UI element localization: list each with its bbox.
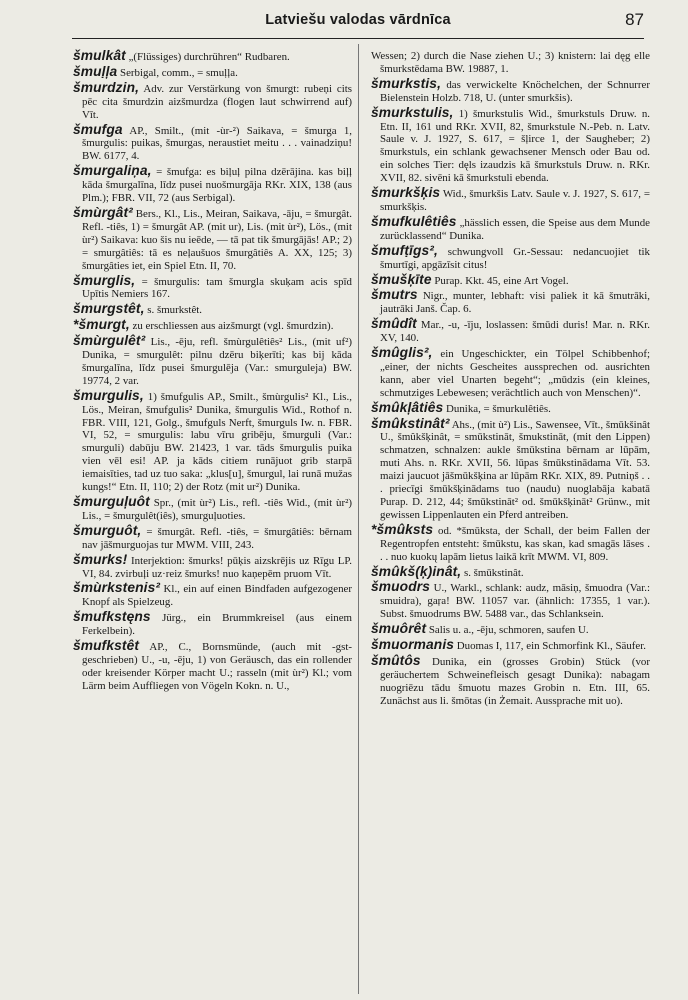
header-rule <box>72 38 644 39</box>
entry-headword: šmurgulis, <box>73 387 144 403</box>
entry-text: Duomas I, 117, ein Schmorfink Kl., Säufer. <box>454 640 647 653</box>
dictionary-entry <box>73 611 352 638</box>
entry-text: Adv. zur Verstärkung von šmurgt: rubeņi cits pēc cita šmurdzin aizšmurdza (flogen laut schwirrend auf) Vīt. <box>82 82 352 121</box>
dictionary-entry <box>371 289 650 316</box>
page-number: 87 <box>625 10 644 29</box>
dictionary-entry <box>73 387 352 494</box>
running-title: Latviešu valodas vārdnīca <box>265 12 451 28</box>
entry-text: Kl., ein auf einen Bindfaden aufgezogener Knopf als Spielzeug. <box>82 583 352 609</box>
dictionary-entry <box>371 581 650 621</box>
entry-headword: šmurdzin, <box>73 79 140 95</box>
entry-text: Salis u. a., -ēju, schmoren, saufen U. <box>426 624 589 637</box>
dictionary-entry <box>371 415 650 522</box>
entry-headword: šmušķīte <box>371 271 432 287</box>
entry-text: Nigr., munter, lebhaft: visi paliek it kā šmutrāki, jautrāki Janš. Čap. 6. <box>380 290 650 316</box>
dictionary-entry <box>371 318 650 345</box>
dictionary-entry <box>73 121 352 164</box>
entry-headword: šmûkš(ķ)inât, <box>371 563 462 579</box>
entry-text: Serbigal, comm., = smuḷļa. <box>117 66 238 79</box>
entry-headword: šmûdît <box>371 316 417 332</box>
dictionary-entry <box>73 582 352 609</box>
entry-text: schwungvoll Gr.-Sessau: nedancuojiet tik šmurtīgi, apgāzīsit citus! <box>380 245 650 271</box>
entry-text: = šmurgulis: tam šmurgla skuḳam acis spīd Upītis Nemiers 167. <box>82 275 352 301</box>
dictionary-entry <box>73 165 352 205</box>
entry-headword: šmufkstęns <box>73 609 151 625</box>
dictionary-entry <box>73 319 352 333</box>
dictionary-entry <box>371 50 650 76</box>
entry-text: „(Flüssiges) durchrühren“ Rudbaren. <box>125 51 290 63</box>
entry-text: s. šmūkstinât. <box>461 566 524 579</box>
entry-headword: šmufkulêtiês <box>371 213 457 229</box>
entry-headword: šmûkļâtiês <box>371 399 444 415</box>
entry-text: = šmurgât. Refl. -tiês, = šmurgâtiês: bērnam nav jāšmurguojas tur MWM. VIII, 243. <box>82 525 352 551</box>
entry-headword: *šmurgt, <box>73 317 130 333</box>
entry-headword: šmurkstulis, <box>371 104 454 120</box>
dictionary-entry <box>371 399 650 416</box>
entry-headword: šmurks! <box>73 551 128 567</box>
entry-text: Jürg., ein Brummkreisel (aus einem Ferkelbein). <box>82 612 352 638</box>
entry-headword: šmuodrs <box>371 579 430 595</box>
dictionary-entry <box>371 213 650 243</box>
dictionary-entry <box>73 551 352 581</box>
entry-headword: šmulkât <box>73 48 126 63</box>
left-column <box>73 50 352 695</box>
column-divider <box>358 44 359 994</box>
dictionary-entry <box>73 50 352 64</box>
entry-text: Bers., Kl., Lis., Meiran, Saikava, -āju, = šmurgât. Refl. -tiês, 1) = šmurgât AP. (mit ur), Lis. (mit ùr²), Lös., (mit ùr²) Saikava: kuo šis nu ieēde, — tā pat tik šmurgājās! AP.; 2) = smurgâtiês: tā es neļaušuos šmurgâtiês A. XX, 125; 3) šmurgâties iet, ein Spiel Etn. II, 70. <box>82 207 352 272</box>
entry-text: Purap. Kkt. 45, eine Art Vogel. <box>431 274 569 287</box>
entry-text: AP., C., Bornsmünde, (auch mit -gst- geschrieben) U., -u, -ēju, 1) von Geräusch, das ein rollender oder kreisender Körper macht U.; rasseln (mit ùr²) Kl.; vom Lärm beim Auffliegen von Vögeln Kokn. n. U., <box>82 641 352 692</box>
entry-text: Mar., -u, -īju, loslassen: šmūdi duris! Mar. n. RKr. XV, 140. <box>380 319 650 345</box>
entry-text: Dunika, = šmurkulêtiês. <box>443 402 551 415</box>
entry-text: Wessen; 2) durch die Nase ziehen U.; 3) knistern: lai dęg elle šmurkstēdama BW. 19887, 1. <box>371 50 650 75</box>
entry-headword: šmurkšķis <box>371 185 441 201</box>
entry-headword: šmuormanis <box>371 637 455 653</box>
entry-text: U., Warkl., schlank: audz, māsiņ, šmuodra (Var.: smuidra), gaŗa! BW. 11057 var. (ähnlich: 17355, 1 var.). Subst. šmuodrums BW. 5488 var., das Schlanksein. <box>380 582 650 621</box>
entry-headword: šmûtôs <box>371 652 421 668</box>
entry-headword: šmûkstinât² <box>371 415 450 431</box>
dictionary-entry <box>371 187 650 214</box>
entry-headword: *šmûksts <box>371 521 434 537</box>
dictionary-entry <box>371 347 650 400</box>
entry-headword: šmurkstis, <box>371 75 442 91</box>
entry-headword: šmùrgât² <box>73 204 133 220</box>
dictionary-entry <box>371 104 650 185</box>
entry-text: = šmufga: es biļuļ pilna dzērājina. kas biļļ kāda šmurgalīna, līdz pusei nuošmurgāja RKr. XIX, 138 (aus Plm.); FBR. VII, 72 (aus Serbigal). <box>82 166 352 205</box>
entry-headword: šmurgstêt, <box>73 301 145 317</box>
entry-headword: šmuḷļa <box>73 63 118 79</box>
dictionary-entry <box>73 63 352 80</box>
entry-headword: šmufṭīgs², <box>371 242 438 258</box>
entry-headword: šmurglis, <box>73 272 136 288</box>
dictionary-entry <box>73 272 352 302</box>
dictionary-entry <box>371 652 650 708</box>
entry-text: s. šmurkstêt. <box>144 304 203 317</box>
entry-text: Wid., šmurkšis Latv. Saule v. J. 1927, S. 617, = smurkšķis. <box>380 188 650 213</box>
dictionary-entry <box>371 242 650 272</box>
entry-text: Dunika, ein (grosses Grobin) Stück (vor geräuchertem Schweinefleisch gesagt Dunika): nabagam nuogriēzu tādu šmuotu mazes Grobin n. Etn. III, 65. Zunächst aus li. šmōtas (in Żemait. Aussprache mit uo). <box>380 655 650 707</box>
entry-text: zu erschliessen aus aizšmurgt (vgl. šmurdzin). <box>129 320 334 333</box>
entry-headword: šmurgaliņa, <box>73 163 152 179</box>
entry-text: od. *šmūksta, der Schall, der beim Fallen der Regentropfen entsteht: šmūkstu, kas skan, kad smagās lāses . . . nuo kuokų lapām lietus laikā krīt MWM. VI, 809. <box>380 524 650 563</box>
entry-headword: šmurguôt, <box>73 522 142 538</box>
entry-headword: šmùrkstenis² <box>73 580 161 596</box>
entry-text: 1) šmurkstulis Wid., šmurkstuls Druw. n. Etn. II, 161 und RKr. XVII, 82, šmurkstule N.-Peb. n. Latv. Saule v. J. 1927, S. 617, = šļirce 1, der Saugheber; 2) šmurkstuls, ein schlank gewachsener Mensch oder Bau od. ein solches Tier: dęls izaudzis kā šmurkstuls Druw. n. RKr. XVII, 82. sivēni kā šmurkstuli ebenda. <box>380 107 650 185</box>
entry-headword: šmûglis², <box>371 345 433 361</box>
entry-text: Lis., -ēju, refl. šmùrgulêtiês² Lis., (mit uf²) Dunika, = smurgulêt: pilnu dzēru biķerīti; kas bij kāda šmurgalīna, līdz pusei šmurgulēja (Var.: smurguleja) BW. 19774, 2 var. <box>82 336 352 387</box>
dictionary-entry <box>371 563 650 580</box>
dictionary-entry <box>371 75 650 105</box>
dictionary-entry <box>73 79 352 122</box>
entry-headword: šmurguļuôt <box>73 494 150 509</box>
dictionary-entry <box>73 335 352 388</box>
dictionary-entry <box>73 204 352 273</box>
entry-headword: šmutrs <box>371 287 418 303</box>
entry-text: ein Ungeschickter, ein Tölpel Schibbenhof; „einer, der nichts Gescheites aussprechen od. ausrichten kann, aber viel Unarten begeht“; „mūdzis (ein kleines, schmutziges Lebewesen; verächtlich auch von Menschen)“. <box>380 348 650 399</box>
entry-text: das verwickelte Knöchelchen, der Schnurrer Bielenstein Holzb. 718, U. (unter smurkšis). <box>380 78 650 104</box>
entry-text: AP., Smilt., (mit -ùr-²) Saikava, = šmurga 1, šmurgulis: puikas, šmurgas, neraustiet meitu . . . vainadziņu! BW. 6177, 4. <box>82 124 352 163</box>
page-header <box>72 10 644 36</box>
entry-text: Spr., (mit ùr²) Lis., refl. -tiês Wid., (mit ùr²) Lis., = šmurgulêt(iês), smurguļuoties. <box>82 497 352 522</box>
dictionary-entry <box>371 271 650 288</box>
entry-text: Ahs., (mit ù²) Lis., Sawensee, Vīt., šmūkšinât U., šmûkšķinât, = smūkstināt, šmukstināt, (mit den Lippen) schmatzen, schnalzen: aukle šmūkstina bērnam ar lūpām, muti Ahs. n. RKr. XVII, 56. lūpas šmūkstinādama Vīt. 53. maizi jaucuot jāšmūkšķina ar lūpām RKr. XIX, 89. Putniņš . . . priecīgi šmūkšķinādams tuo (naudu) nuoglabāja kabatā Purap. D. 212, 44; šmūkstināt² od. šmūkšķināt² Grünw., mit gewissen Lippenlauten ein Pferd antreiben. <box>380 418 650 521</box>
entry-text: Interjektion: šmurks! pūķis aizskrējis uz Rīgu LP. VI, 84. zvirbuļi uz·reiz šmurks! nuo kaņepēm pruom Vīt. <box>82 554 352 580</box>
dictionary-entry <box>73 496 352 523</box>
entry-headword: šmùrgulêt² <box>73 333 146 349</box>
entry-headword: šmufga <box>73 121 123 137</box>
dictionary-entry <box>371 521 650 564</box>
entry-text: 1) šmufgulis AP., Smilt., šmùrgulis² Kl., Lis., Lös., Meiran, šmufgulis² Dunika, šmurgulis Wid., Rothof n. FBR. VIII, 121, Golg., šmufguls Nerft, šmurguls Iw. n. FBR. VI, 52, = smurgulis: labu vīru gribēju, šmurguli (Var.: smurguli) dabūju BW. 21423, 1 var. tāds šmurgulis puika vien vēl esi! AP. ja kāds citiem runājuot grib starpā iemaisīties, tad uz tuo saka: „klus[u], šmurgul, lai runā mužas kungs!“ Etn. II, 110; 2) der Rotz (mit ur²) Dunika. <box>82 390 352 494</box>
dictionary-entry <box>371 639 650 653</box>
dictionary-entry <box>73 640 352 693</box>
dictionary-entry <box>73 522 352 552</box>
entry-headword: šmuôrêt <box>371 621 427 637</box>
entry-text: „hässlich essen, die Speise aus dem Munde zurücklassend“ Dunika. <box>380 216 650 242</box>
entry-headword: šmufkstêt <box>73 638 140 654</box>
dictionary-entry <box>73 303 352 317</box>
dictionary-entry <box>371 623 650 637</box>
right-column <box>371 50 650 710</box>
